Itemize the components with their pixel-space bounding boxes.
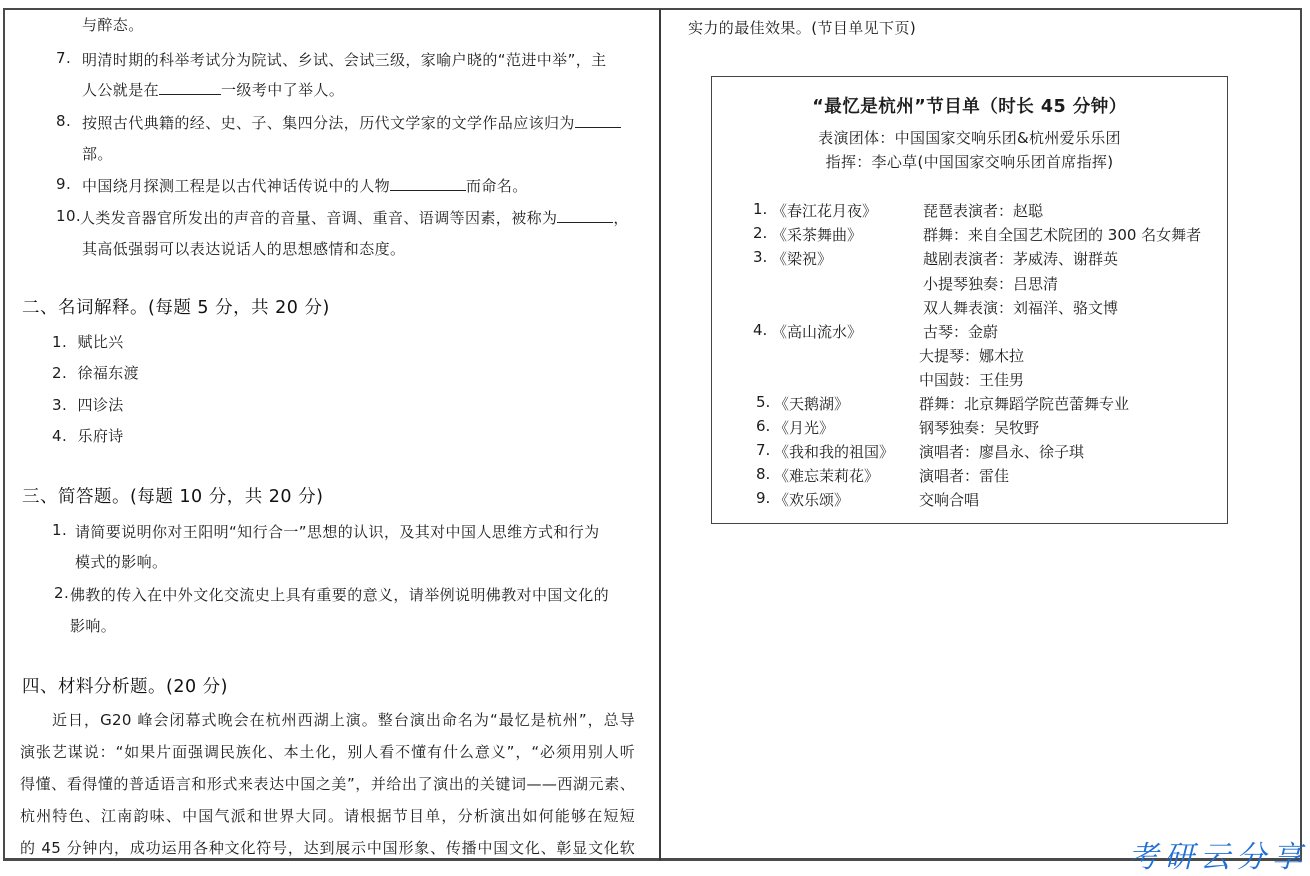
q8-line1-pre: 按照古代典籍的经、史、子、集四分法，历代文学家的文学作品应该归为 — [82, 114, 575, 132]
program-performer: 大提琴：娜木拉 — [919, 347, 1025, 365]
program-entry-title: 《采茶舞曲》 — [772, 226, 863, 244]
program-entry-title: 《高山流水》 — [772, 323, 863, 341]
program-conductor: 指挥：李心草(中国国家交响乐团首席指挥) — [825, 153, 1114, 171]
short-answer-number: 2. — [54, 584, 70, 602]
short-answer-line1: 请简要说明你对王阳明“知行合一”思想的认识，及其对中国人思维方式和行为 — [75, 523, 600, 541]
program-performer: 钢琴独奏：吴牧野 — [919, 419, 1040, 437]
program-entry-number: 3. — [753, 248, 768, 266]
program-entry-number: 6. — [756, 417, 771, 435]
q10-line1-pre: 人类发音器官所发出的声音的音量、音调、重音、语调等因素，被称为 — [80, 209, 558, 227]
column-divider — [659, 9, 661, 861]
term-text: 赋比兴 — [77, 333, 124, 351]
program-title: “最忆是杭州”节目单（时长 45 分钟） — [812, 97, 1127, 117]
q7-line1: 明清时期的科举考试分为院试、乡试、会试三级，家喻户晓的“范进中举”，主 — [82, 51, 607, 69]
q9-post: 而命名。 — [466, 177, 528, 195]
q10-answer-blank[interactable] — [557, 208, 613, 223]
program-entry-number: 9. — [756, 489, 771, 507]
continuation-text: 实力的最佳效果。(节目单见下页) — [688, 19, 917, 37]
q8-line2: 部。 — [82, 145, 113, 163]
q7-line2 — [82, 79, 344, 100]
q7-line2-post: 一级考中了举人。 — [221, 81, 345, 99]
watermark: 考研云分享 — [1128, 840, 1308, 875]
q8-number: 8. — [56, 112, 72, 130]
q9-number: 9. — [56, 175, 72, 193]
section3-heading: 三、简答题。(每题 10 分，共 20 分) — [22, 487, 324, 507]
program-entry-number: 5. — [756, 393, 771, 411]
q6-tail: 与醉态。 — [82, 16, 144, 34]
section4-heading: 四、材料分析题。(20 分) — [22, 677, 228, 697]
program-performer: 中国鼓：王佳男 — [919, 371, 1025, 389]
term-number: 4. — [52, 427, 68, 445]
program-entry-title: 《天鹅湖》 — [774, 395, 850, 413]
term-text: 徐福东渡 — [77, 364, 140, 382]
term-item — [52, 425, 124, 446]
short-answer-number: 1. — [52, 521, 68, 539]
program-entry-title: 《春江花月夜》 — [772, 202, 878, 220]
term-item — [52, 331, 124, 352]
program-performer: 群舞：来自全国艺术院团的 300 名女舞者 — [923, 226, 1202, 244]
program-entry-title: 《难忘茉莉花》 — [774, 467, 880, 485]
q7-line2-pre: 人公就是在 — [82, 81, 160, 99]
term-text: 乐府诗 — [77, 427, 124, 445]
paragraph-line: 近日，G20 峰会闭幕式晚会在杭州西湖上演。整台演出命名为“最忆是杭州”，总导 — [52, 711, 635, 729]
program-entry-title: 《梁祝》 — [772, 250, 833, 268]
program-performer: 古琴：金蔚 — [923, 323, 999, 341]
q10-line2: 其高低强弱可以表达说话人的思想感情和态度。 — [82, 240, 406, 258]
term-item — [52, 394, 124, 415]
q8-line1 — [82, 112, 621, 133]
term-number: 1. — [52, 333, 68, 351]
program-entry-number: 8. — [756, 465, 771, 483]
term-item — [52, 362, 139, 383]
term-number: 2. — [52, 364, 68, 382]
program-troupe: 表演团体：中国国家交响乐团&杭州爱乐乐团 — [818, 129, 1121, 147]
term-text: 四诊法 — [77, 396, 124, 414]
paragraph-line: 的 45 分钟内，成功运用各种文化符号，达到展示中国形象、传播中国文化、彰显文化软 — [20, 839, 635, 857]
short-answer-line2: 影响。 — [70, 617, 117, 635]
program-entry-title: 《欢乐颂》 — [774, 491, 850, 509]
program-entry-number: 4. — [753, 321, 768, 339]
program-performer: 群舞：北京舞蹈学院芭蕾舞专业 — [919, 395, 1130, 413]
paragraph-line: 杭州特色、江南韵味、中国气派和世界大同。请根据节目单，分析演出如何能够在短短 — [20, 807, 635, 825]
program-performer: 演唱者：廖昌永、徐子琪 — [919, 443, 1085, 461]
program-entry-number: 1. — [753, 200, 768, 218]
short-answer-line1: 佛教的传入在中外文化交流史上具有重要的意义，请举例说明佛教对中国文化的 — [70, 586, 610, 604]
section2-heading: 二、名词解释。(每题 5 分，共 20 分) — [22, 298, 330, 318]
program-performer: 小提琴独奏：吕思清 — [923, 275, 1059, 293]
material-paragraph — [20, 704, 635, 864]
program-performer: 越剧表演者：茅威涛、谢群英 — [923, 250, 1119, 268]
program-entry-number: 2. — [753, 224, 768, 242]
program-performer: 交响合唱 — [919, 491, 980, 509]
program-performer: 演唱者：雷佳 — [919, 467, 1010, 485]
q10-line1 — [80, 207, 629, 228]
q7-answer-blank[interactable] — [159, 80, 221, 95]
program-box — [711, 76, 1228, 524]
short-answer-line2: 模式的影响。 — [75, 553, 168, 571]
program-performer: 双人舞表演：刘福洋、骆文博 — [923, 299, 1119, 317]
q9-pre: 中国绕月探测工程是以古代神话传说中的人物 — [82, 177, 391, 195]
q9-answer-blank[interactable] — [390, 176, 466, 191]
program-entry-number: 7. — [756, 441, 771, 459]
q9-text — [82, 175, 528, 196]
paragraph-line: 演张艺谋说：“如果片面强调民族化、本土化，别人看不懂有什么意义”，“必须用别人听 — [20, 743, 635, 761]
q10-number: 10. — [56, 207, 82, 225]
program-entry-title: 《月光》 — [774, 419, 835, 437]
paragraph-line: 得懂、看得懂的普适语言和形式来表达中国之美”，并给出了演出的关键词——西湖元素、 — [20, 775, 635, 793]
q10-line1-post: ， — [613, 209, 629, 227]
q7-number: 7. — [56, 49, 72, 67]
term-number: 3. — [52, 396, 68, 414]
q8-answer-blank[interactable] — [575, 113, 621, 128]
program-entry-title: 《我和我的祖国》 — [774, 443, 895, 461]
program-performer: 琵琶表演者：赵聪 — [923, 202, 1044, 220]
